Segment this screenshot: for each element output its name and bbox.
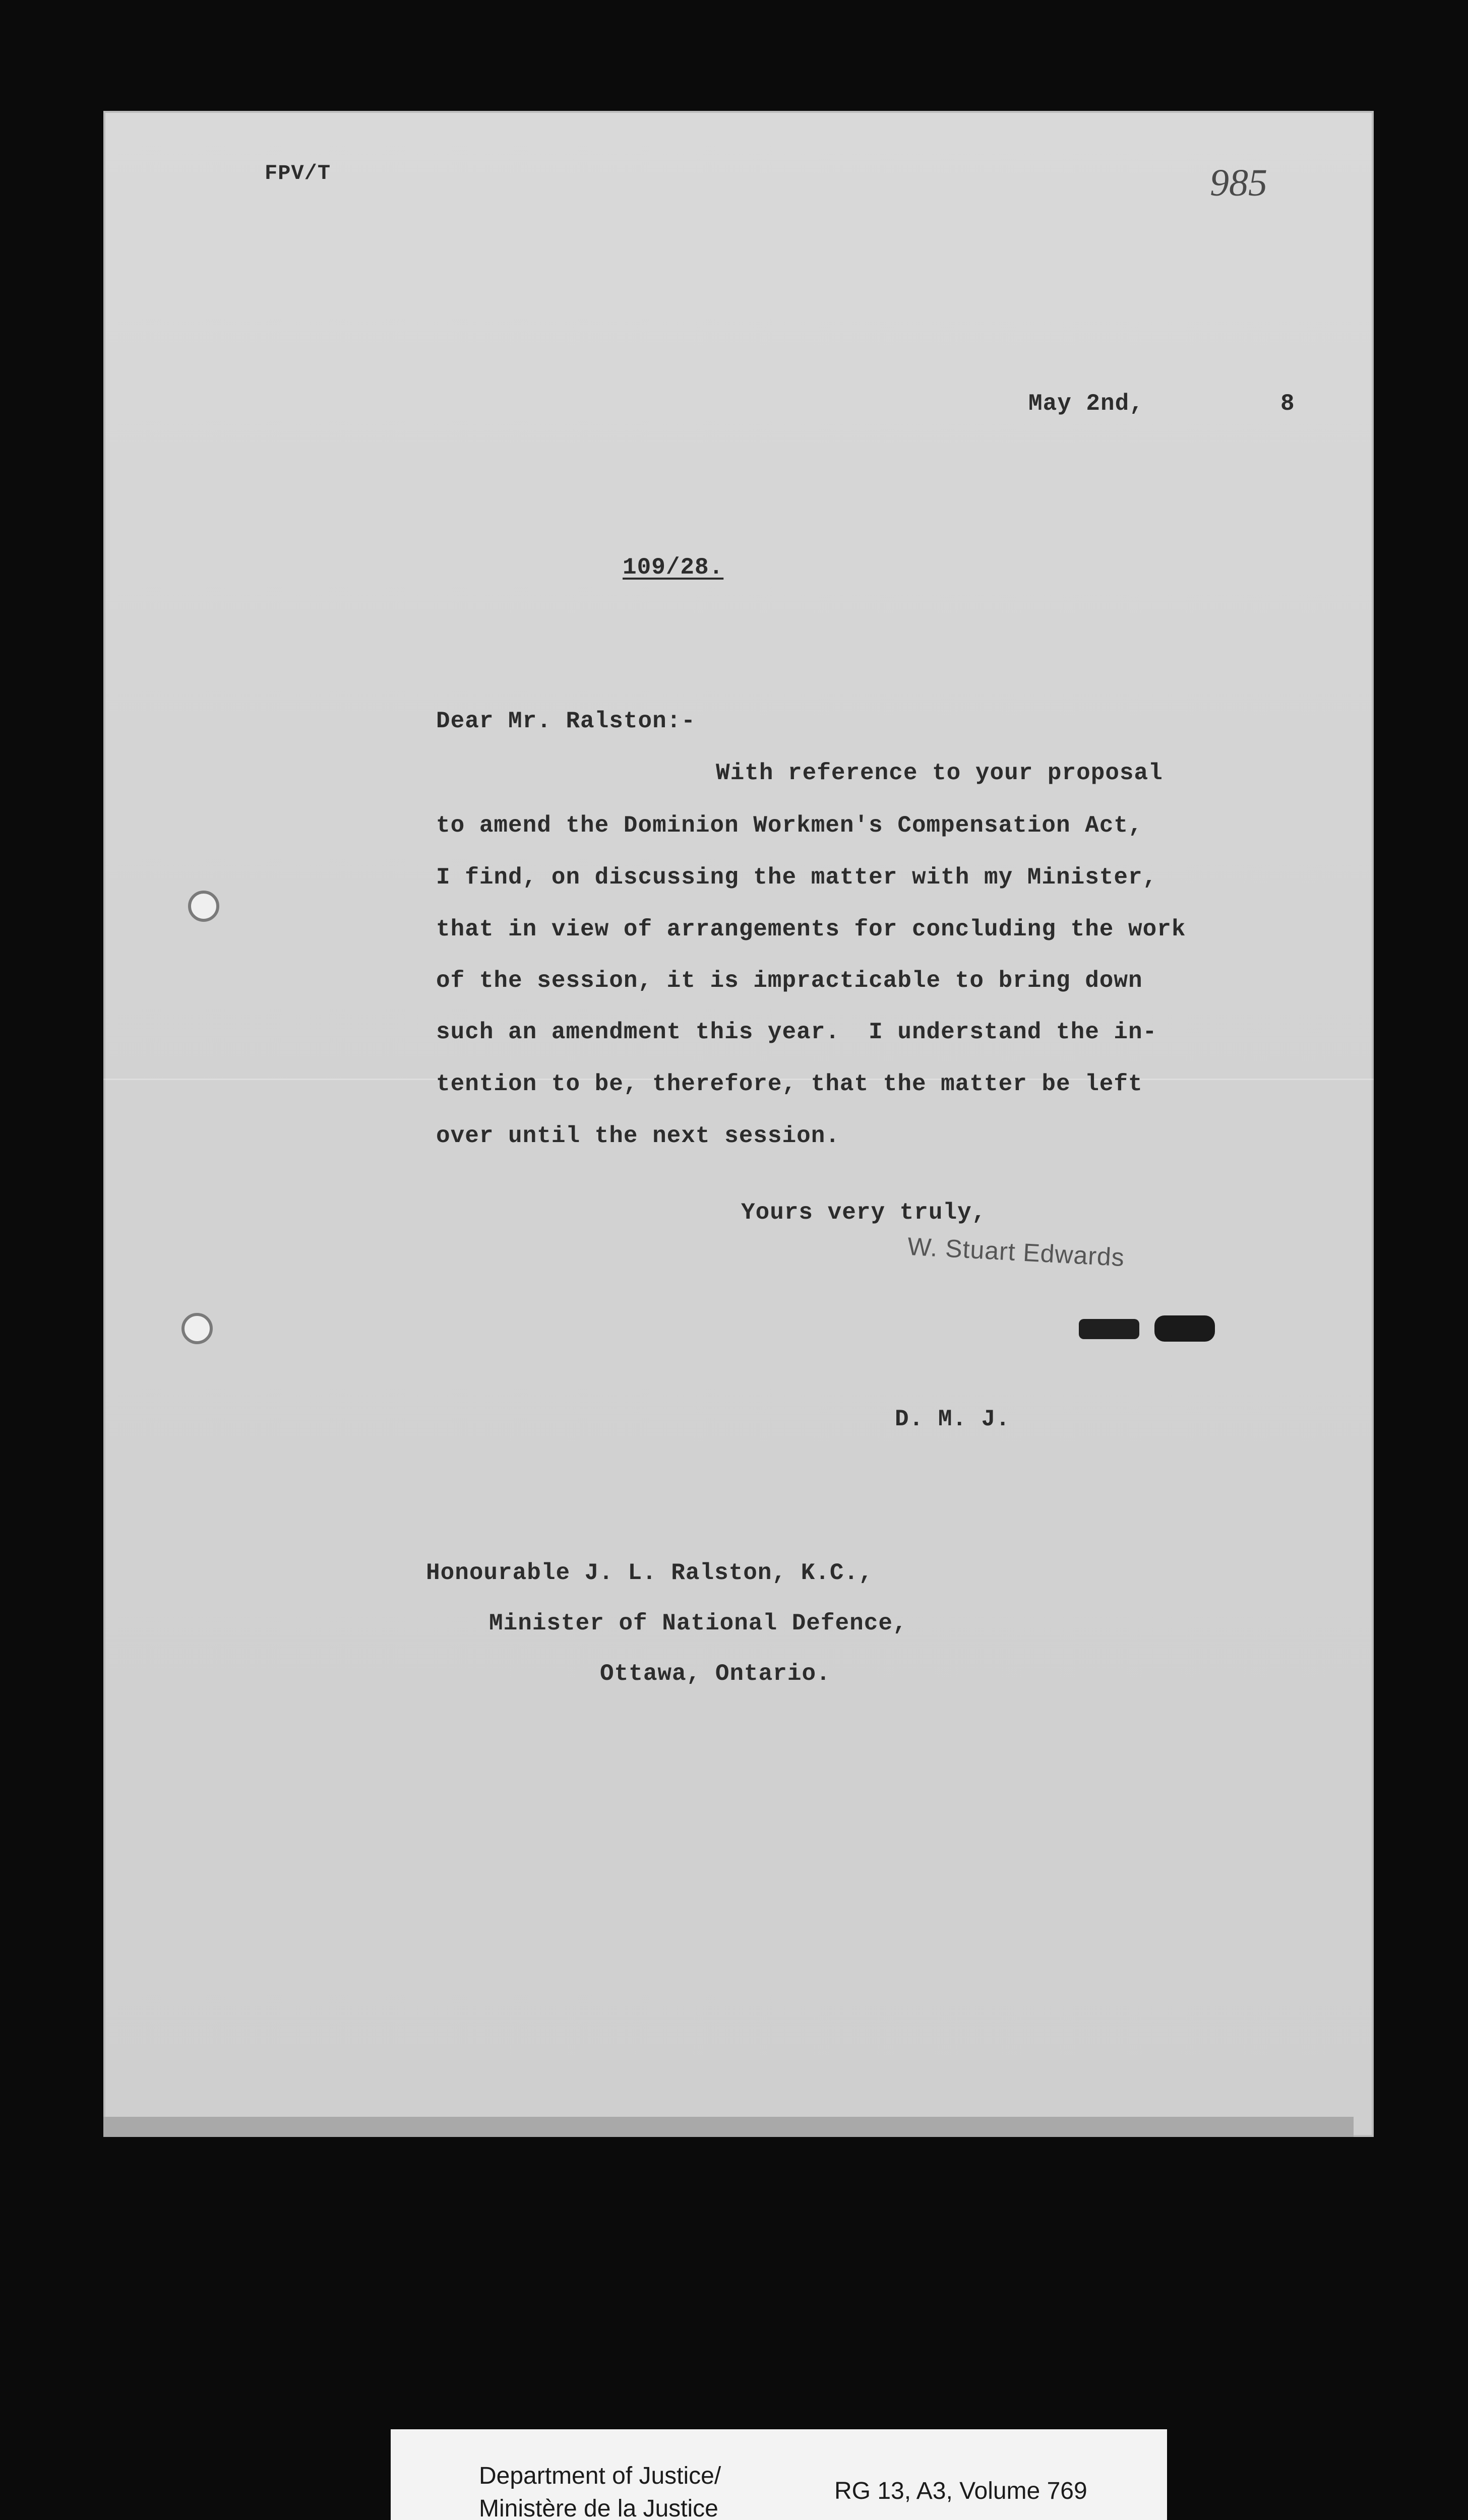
body-line: to amend the Dominion Workmen's Compensation Act, <box>436 812 1143 839</box>
date-stamp-smudge <box>1079 1313 1230 1343</box>
file-number: 109/28. <box>623 554 724 581</box>
department-name-en: Department of Justice/ <box>479 2463 721 2489</box>
signatory-title: D. M. J. <box>895 1406 1010 1432</box>
punch-hole <box>181 1313 213 1344</box>
smudge-mark <box>1079 1319 1139 1339</box>
reference-initials: FPV/T <box>265 161 331 185</box>
signature-stamp: W. Stuart Edwards <box>906 1232 1126 1272</box>
record-group-reference: RG 13, A3, Volume 769 <box>834 2478 1087 2504</box>
body-line: I find, on discussing the matter with my Minister, <box>436 864 1157 891</box>
body-line: over until the next session. <box>436 1123 840 1149</box>
punch-hole <box>188 891 219 922</box>
smudge-mark <box>1154 1315 1215 1342</box>
body-line: that in view of arrangements for concluding the work <box>436 916 1186 942</box>
body-line: With reference to your proposal <box>716 760 1163 786</box>
closing: Yours very truly, <box>741 1200 987 1226</box>
page-edge <box>103 2117 1354 2137</box>
body-line: of the session, it is impracticable to bring down <box>436 968 1143 994</box>
salutation: Dear Mr. Ralston:- <box>436 708 696 734</box>
folio-number: 985 <box>1210 162 1267 204</box>
letter-date: May 2nd, <box>1028 391 1144 417</box>
body-line: such an amendment this year. I understand the in- <box>436 1019 1157 1045</box>
body-line: tention to be, therefore, that the matter be left <box>436 1071 1143 1097</box>
department-name-fr: Ministère de la Justice <box>479 2495 718 2520</box>
letter-date-suffix: 8 <box>1280 391 1295 417</box>
recipient-line: Minister of National Defence, <box>489 1610 907 1636</box>
recipient-line: Ottawa, Ontario. <box>600 1661 831 1687</box>
recipient-line: Honourable J. L. Ralston, K.C., <box>426 1560 873 1586</box>
